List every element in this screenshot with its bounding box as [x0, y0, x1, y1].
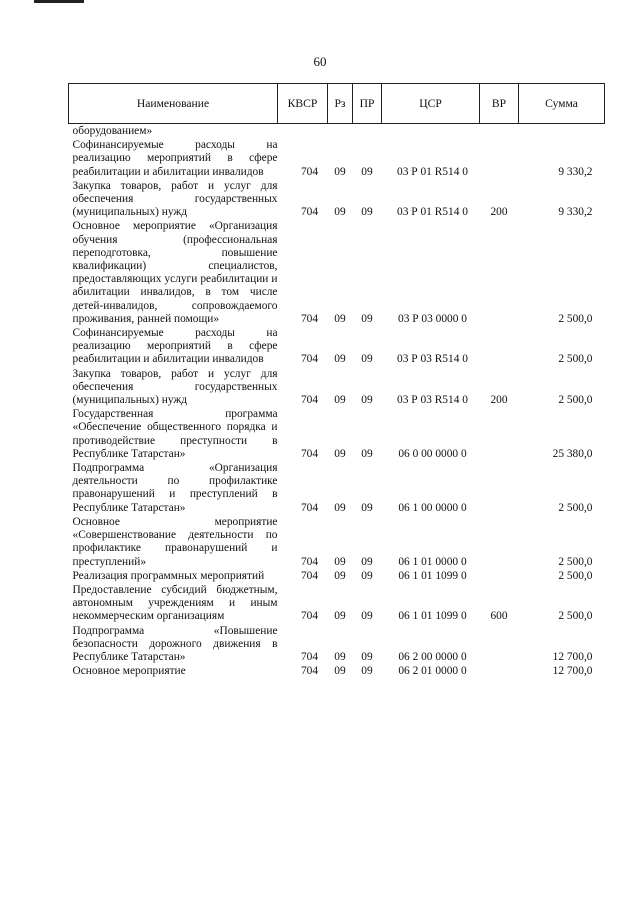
cell-vr: 200 [490, 394, 508, 407]
cell-sum: 9 330,2 [558, 206, 593, 219]
table-row [69, 407, 605, 461]
cell-rz: 09 [334, 312, 346, 325]
cell-csr: 03 Р 03 0000 0 [398, 312, 467, 325]
cell-kvsr: 704 [300, 312, 319, 325]
table-row [69, 583, 605, 624]
cell-sum: 2 500,0 [558, 394, 593, 407]
cell-name: оборудованием» [72, 125, 153, 137]
cell-pr: 09 [361, 353, 373, 366]
cell-csr: 03 Р 03 R514 0 [397, 394, 468, 407]
cell-pr: 09 [361, 312, 373, 325]
cell-csr: 03 Р 01 R514 0 [397, 206, 468, 219]
cell-sum: 2 500,0 [558, 501, 593, 514]
cell-kvsr: 704 [300, 569, 319, 582]
cell-sum [519, 124, 605, 139]
cell-rz: 09 [334, 650, 346, 663]
cell-sum: 2 500,0 [558, 353, 593, 366]
page-number: 60 [313, 54, 327, 69]
header-vr: ВР [480, 84, 519, 124]
cell-kvsr [278, 124, 328, 139]
table-row [69, 138, 605, 179]
cell-name: Реализация программных мероприятий [72, 569, 265, 582]
cell-vr [480, 569, 519, 583]
table-row [69, 624, 605, 665]
cell-pr: 09 [361, 394, 373, 407]
cell-rz: 09 [334, 394, 346, 407]
table-row [69, 219, 605, 326]
cell-rz: 09 [334, 555, 346, 568]
cell-rz: 09 [334, 569, 346, 582]
cell-csr: 06 0 00 0000 0 [398, 447, 467, 460]
cell-csr: 06 1 01 0000 0 [398, 555, 467, 568]
cell-kvsr: 704 [300, 447, 319, 460]
header-rz: Рз [328, 84, 353, 124]
cell-sum: 9 330,2 [558, 165, 593, 178]
table-body [69, 124, 605, 679]
cell-csr: 03 Р 01 R514 0 [397, 165, 468, 178]
cell-vr: 600 [490, 610, 508, 623]
cell-vr [480, 515, 519, 569]
table-row [69, 179, 605, 220]
header-pr: ПР [353, 84, 382, 124]
cell-pr: 09 [361, 650, 373, 663]
table-header-row [69, 84, 605, 124]
scan-corner-mark [34, 0, 84, 3]
cell-sum: 12 700,0 [552, 650, 593, 663]
table-row [69, 326, 605, 367]
cell-name: Закупка товаров, работ и услуг для обеспечения государственных (муниципальных) нужд [72, 367, 278, 407]
cell-kvsr: 704 [300, 650, 319, 663]
cell-sum: 25 380,0 [552, 447, 593, 460]
cell-sum: 2 500,0 [558, 569, 593, 582]
cell-vr [480, 326, 519, 367]
header-kvsr: КВСР [278, 84, 328, 124]
cell-csr: 06 1 01 1099 0 [398, 610, 467, 623]
cell-sum: 2 500,0 [558, 610, 593, 623]
cell-pr: 09 [361, 555, 373, 568]
cell-kvsr: 704 [300, 501, 319, 514]
table-row [69, 515, 605, 569]
cell-csr: 06 2 01 0000 0 [398, 665, 467, 678]
cell-rz: 09 [334, 165, 346, 178]
cell-pr: 09 [361, 610, 373, 623]
cell-vr [480, 407, 519, 461]
cell-vr [480, 138, 519, 179]
cell-name: Основное мероприятие [72, 665, 186, 678]
cell-name: Закупка товаров, работ и услуг для обеспечения государственных (муниципальных) нужд [72, 179, 278, 219]
cell-name: Подпрограмма «Повышение безопасности дорожного движения в Республике Татарстан» [72, 624, 278, 663]
table-row [69, 367, 605, 408]
table-row [69, 664, 605, 678]
table-header [69, 84, 605, 124]
cell-sum: 12 700,0 [552, 665, 593, 678]
cell-csr: 03 Р 03 R514 0 [397, 353, 468, 366]
cell-csr [382, 124, 480, 139]
table-row [69, 569, 605, 583]
cell-pr: 09 [361, 206, 373, 219]
cell-rz: 09 [334, 665, 346, 678]
cell-csr: 06 1 00 0000 0 [398, 501, 467, 514]
cell-rz: 09 [334, 501, 346, 514]
cell-kvsr: 704 [300, 353, 319, 366]
cell-rz [328, 124, 353, 139]
cell-vr [480, 461, 519, 515]
cell-pr: 09 [361, 165, 373, 178]
cell-vr [480, 664, 519, 678]
cell-rz: 09 [334, 353, 346, 366]
cell-kvsr: 704 [300, 394, 319, 407]
cell-name: Основное мероприятие «Совершенствование деятельности по профилактике правонарушений и преступлений» [72, 515, 278, 568]
header-csr: ЦСР [382, 84, 480, 124]
header-sum: Сумма [519, 84, 605, 124]
cell-name: Предоставление субсидий бюджетным, автономным учреждениям и иным некоммерческим организациям [72, 583, 278, 623]
cell-rz: 09 [334, 206, 346, 219]
table-row [69, 461, 605, 515]
cell-name: Софинансируемые расходы на реализацию мероприятий в сфере реабилитации и абилитации инвалидов [72, 327, 278, 366]
cell-pr: 09 [361, 665, 373, 678]
cell-vr [480, 624, 519, 665]
cell-name: Государственная программа «Обеспечение общественного порядка и противодействие преступности в Республике Татарстан» [72, 408, 278, 460]
cell-pr: 09 [361, 569, 373, 582]
cell-kvsr: 704 [300, 610, 319, 623]
cell-kvsr: 704 [300, 665, 319, 678]
cell-kvsr: 704 [300, 555, 319, 568]
cell-pr: 09 [361, 447, 373, 460]
budget-table [68, 83, 605, 678]
cell-kvsr: 704 [300, 165, 319, 178]
cell-vr: 200 [490, 206, 508, 219]
cell-rz: 09 [334, 610, 346, 623]
cell-vr [480, 219, 519, 326]
cell-name: Основное мероприятие «Организация обучения (профессиональная переподготовка, повышение квалификации) специалистов, предоставляющих услуги реабилитации и абилитации инвалидов, в том числе детей-инвалидов, сопровождаемого проживания, ранней помощи» [72, 220, 278, 325]
cell-sum: 2 500,0 [558, 312, 593, 325]
cell-kvsr: 704 [300, 206, 319, 219]
header-name: Наименование [69, 84, 278, 124]
cell-pr: 09 [361, 501, 373, 514]
cell-pr [353, 124, 382, 139]
cell-rz: 09 [334, 447, 346, 460]
cell-csr: 06 1 01 1099 0 [398, 569, 467, 582]
cell-name: Подпрограмма «Организация деятельности по профилактике правонарушений и преступлений в Республике Татарстан» [72, 462, 278, 514]
cell-csr: 06 2 00 0000 0 [398, 650, 467, 663]
table-row [69, 124, 605, 139]
cell-vr [480, 124, 519, 139]
cell-name: Софинансируемые расходы на реализацию мероприятий в сфере реабилитации и абилитации инвалидов [72, 139, 278, 178]
cell-sum: 2 500,0 [558, 555, 593, 568]
